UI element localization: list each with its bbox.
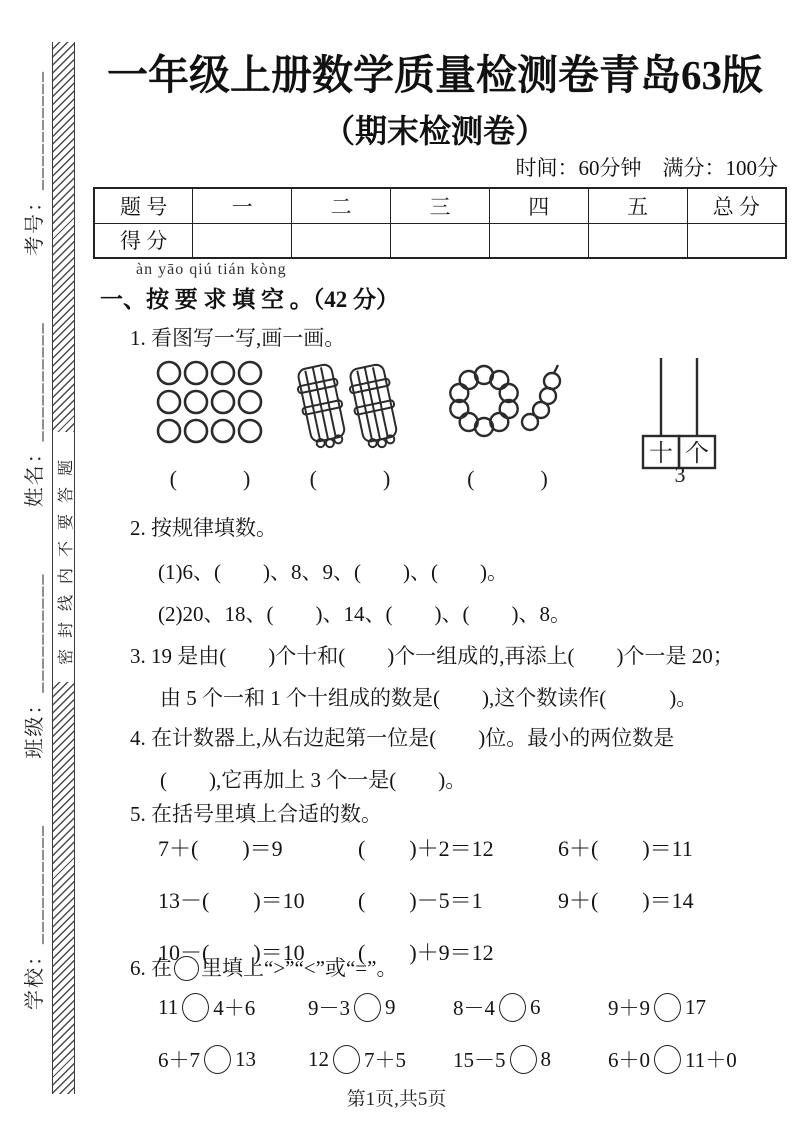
comparison-item [608,992,776,1022]
seal-hatching-bottom [53,682,74,1094]
equation: 6＋( )＝11 [558,836,693,861]
name-field-label: 姓名：__________ [23,321,46,508]
comparison-circle [333,1045,360,1074]
place-value-counter-image [630,356,730,472]
equation: 7＋( )＝9 [158,836,283,861]
comparison-circle [654,1045,681,1074]
question-2-text: 2. 按规律填数。 [130,516,277,540]
question-2-line-2: (2)20、18、( )、14、( )、( )、8。 [158,602,571,626]
question-number-label: 题 号 [94,188,193,223]
school-field-label: 学校：__________ [23,824,46,1010]
question-4-line-1: 4. 在计数器上,从右边起第一位是( )位。最小的两位数是 [130,726,675,750]
ones-label: 个 [685,441,709,467]
equation: ( )－5＝1 [358,888,483,913]
comparison-item [453,1044,608,1074]
seal-line-strip [52,42,75,1094]
example-circle [174,956,199,981]
equation: 9＋( )＝14 [558,888,694,913]
question-6-text [130,952,397,982]
seal-text-area [53,432,74,682]
left-expression: 6＋0 [608,1048,650,1072]
left-expression: 15－5 [453,1048,506,1072]
question-6-suffix: 里填上“>”“<”或“=”。 [201,956,398,980]
question-2-line-1: (1)6、( )、8、9、( )、( )。 [158,560,508,584]
question-1-answer-blanks [140,462,765,493]
page-title: 一年级上册数学质量检测卷青岛63版 [107,52,763,98]
question-5-equations [158,832,778,967]
section-one-heading: 一、按 要 求 填 空 。（42 分） [100,287,399,312]
right-expression: 13 [235,1046,256,1071]
score-cell-three [391,223,490,258]
right-expression: 4＋6 [213,996,256,1020]
comparison-item [453,992,608,1022]
comparison-item [308,1044,453,1074]
left-expression: 9－3 [308,996,350,1020]
question-1-text: 1. 看图写一写,画一画。 [130,326,346,350]
figure-circles-grid [140,356,280,466]
exam-number-field-label: 考号：__________ [23,70,46,257]
comparison-circle [204,1045,231,1074]
score-cell-total [687,223,786,258]
answer-blank-1: ( ) [169,466,251,491]
comparison-circle [654,993,681,1022]
question-4-line-2: ( ),它再加上 3 个一是( )。 [160,768,467,792]
col-four: 四 [489,188,588,223]
right-expression: 6 [530,994,541,1019]
left-expression: 12 [308,1046,329,1071]
comparison-item [608,1044,776,1074]
col-three: 三 [391,188,490,223]
circles-grid-image [154,356,266,448]
score-label: 得 分 [94,223,193,258]
left-expression: 9＋9 [608,996,650,1020]
seal-warning-text: 密封线内不要答题 [57,449,75,666]
right-expression: 9 [385,994,396,1019]
figure-place-value-counter [595,356,765,466]
equation: 13－( )＝10 [158,888,305,913]
left-expression: 6＋7 [158,1048,200,1072]
comparison-item [158,1044,308,1074]
left-expression: 8－4 [453,996,495,1020]
score-table-score-row [94,223,786,258]
col-five: 五 [588,188,687,223]
score-cell-two [292,223,391,258]
exam-time-score-info: 时间：60分钟 满分：100分 [515,156,778,180]
figure-stick-bundles [280,356,420,466]
col-total: 总 分 [687,188,786,223]
question-1-figures [140,356,765,466]
tens-label: 十 [649,441,673,467]
seal-labels-column [10,70,54,1010]
score-table-header-row [94,188,786,223]
equation: ( )＋2＝12 [358,836,494,861]
section-pinyin: àn yāo qiú tián kòng [136,261,287,278]
score-cell-four [489,223,588,258]
seal-hatching-top [53,42,74,432]
col-one: 一 [193,188,292,223]
question-3-line-1: 3. 19 是由( )个十和( )个一组成的,再添上( )个一是 20； [130,644,734,668]
answer-value-4: 3 [674,462,686,487]
beads-image [448,356,568,446]
right-expression: 7＋5 [364,1048,406,1072]
score-table [93,187,787,259]
question-6-comparisons [158,992,776,1074]
score-cell-one [193,223,292,258]
page-subtitle: （期末检测卷） [322,113,547,149]
right-expression: 8 [540,1046,551,1071]
comparison-circle [499,993,526,1022]
equation: ( )＋9＝12 [358,940,494,965]
equation: 10－( )＝10 [158,940,305,965]
figure-beads [420,356,595,466]
comparison-circle [354,993,381,1022]
answer-blank-3: ( ) [467,466,548,491]
equation [558,936,778,967]
right-expression: 17 [685,994,706,1019]
score-cell-five [588,223,687,258]
question-6-prefix: 6. 在 [130,956,172,980]
page-number-footer: 第1页,共5页 [346,1089,447,1110]
stick-bundles-image [296,356,404,456]
comparison-circle [182,993,209,1022]
left-expression: 11 [158,994,179,1019]
question-3-line-2: 由 5 个一和 1 个十组成的数是( ),这个数读作( )。 [160,686,698,710]
class-field-label: 班级：__________ [23,572,46,759]
question-5-text: 5. 在括号里填上合适的数。 [130,802,382,826]
comparison-item [308,992,453,1022]
comparison-circle [510,1045,537,1074]
col-two: 二 [292,188,391,223]
comparison-item [158,992,308,1022]
right-expression: 11＋0 [685,1048,737,1072]
answer-blank-2: ( ) [309,466,391,491]
